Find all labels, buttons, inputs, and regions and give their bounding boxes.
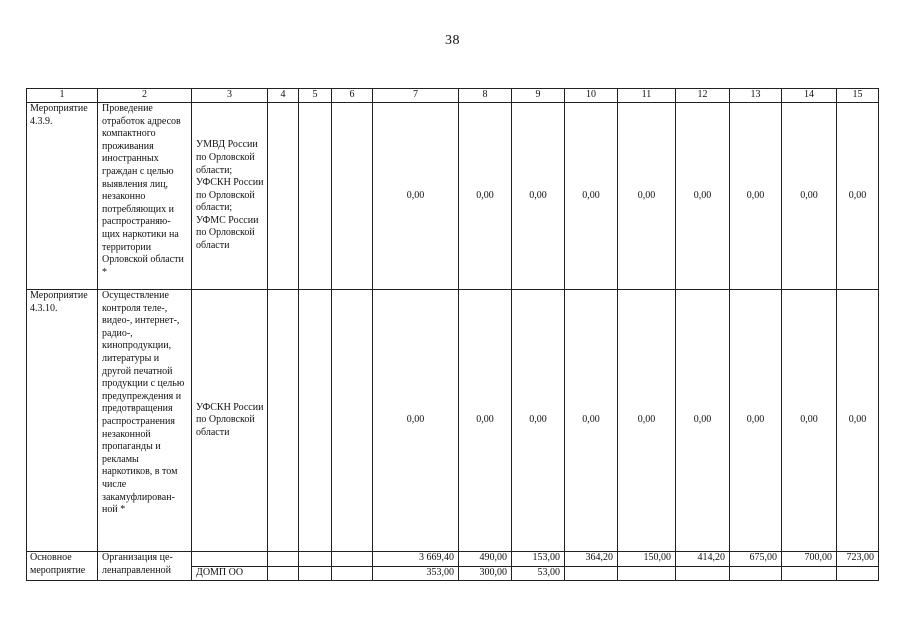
empty-cell xyxy=(268,552,299,567)
value-cell: 0,00 xyxy=(837,103,879,290)
value-cell xyxy=(618,567,676,581)
value-cell: 0,00 xyxy=(676,103,730,290)
empty-cell xyxy=(268,290,299,552)
page-number: 38 xyxy=(445,33,460,48)
empty-cell xyxy=(332,567,373,581)
column-header: 5 xyxy=(299,89,332,103)
value-cell: 0,00 xyxy=(565,103,618,290)
column-header: 10 xyxy=(565,89,618,103)
table-row xyxy=(27,103,879,290)
value-cell xyxy=(730,567,782,581)
value-cell: 53,00 xyxy=(512,567,565,581)
value-cell: 0,00 xyxy=(782,290,837,552)
empty-cell xyxy=(268,103,299,290)
value-cell: 300,00 xyxy=(459,567,512,581)
value-cell: 0,00 xyxy=(512,103,565,290)
value-cell: 0,00 xyxy=(837,290,879,552)
column-header: 13 xyxy=(730,89,782,103)
column-header: 8 xyxy=(459,89,512,103)
empty-cell xyxy=(299,290,332,552)
column-header: 3 xyxy=(192,89,268,103)
table-row xyxy=(27,290,879,552)
value-cell: 414,20 xyxy=(676,552,730,567)
value-cell: 0,00 xyxy=(676,290,730,552)
value-cell: 150,00 xyxy=(618,552,676,567)
column-header: 7 xyxy=(373,89,459,103)
value-cell: 3 669,40 xyxy=(373,552,459,567)
column-header: 11 xyxy=(618,89,676,103)
event-executor: ДОМП ОО xyxy=(192,567,268,581)
value-cell: 0,00 xyxy=(782,103,837,290)
empty-cell xyxy=(332,552,373,567)
value-cell: 0,00 xyxy=(618,290,676,552)
event-executor: УМВД России по Орловской области; УФСКН России по Орловской области; УФМС России по Орловской области xyxy=(192,103,268,290)
empty-cell xyxy=(332,290,373,552)
column-header: 1 xyxy=(27,89,98,103)
column-header: 9 xyxy=(512,89,565,103)
empty-cell xyxy=(268,567,299,581)
event-executor: УФСКН России по Орловской области xyxy=(192,290,268,552)
empty-cell xyxy=(299,103,332,290)
value-cell: 153,00 xyxy=(512,552,565,567)
empty-cell xyxy=(299,567,332,581)
empty-cell xyxy=(299,552,332,567)
value-cell xyxy=(782,567,837,581)
value-cell: 353,00 xyxy=(373,567,459,581)
header-row xyxy=(27,89,879,103)
value-cell: 0,00 xyxy=(618,103,676,290)
column-header: 4 xyxy=(268,89,299,103)
value-cell: 0,00 xyxy=(373,103,459,290)
value-cell: 0,00 xyxy=(373,290,459,552)
program-table xyxy=(26,88,879,581)
value-cell: 0,00 xyxy=(730,103,782,290)
value-cell: 675,00 xyxy=(730,552,782,567)
value-cell: 0,00 xyxy=(730,290,782,552)
column-header: 14 xyxy=(782,89,837,103)
value-cell: 364,20 xyxy=(565,552,618,567)
column-header: 15 xyxy=(837,89,879,103)
value-cell xyxy=(676,567,730,581)
value-cell: 0,00 xyxy=(512,290,565,552)
event-code: Мероприятие 4.3.9. xyxy=(27,103,98,290)
value-cell: 700,00 xyxy=(782,552,837,567)
column-header: 2 xyxy=(98,89,192,103)
value-cell xyxy=(565,567,618,581)
event-code: Основное мероприятие xyxy=(27,552,98,581)
value-cell: 0,00 xyxy=(459,290,512,552)
value-cell: 0,00 xyxy=(565,290,618,552)
value-cell: 0,00 xyxy=(459,103,512,290)
event-description: Организация це-ленаправленной xyxy=(98,552,192,581)
table-row xyxy=(27,552,879,567)
column-header: 6 xyxy=(332,89,373,103)
value-cell: 723,00 xyxy=(837,552,879,567)
empty-cell xyxy=(332,103,373,290)
value-cell xyxy=(837,567,879,581)
column-header: 12 xyxy=(676,89,730,103)
value-cell: 490,00 xyxy=(459,552,512,567)
event-description: Проведение отработок адресов компактного проживания иностранных граждан с целью выявления лиц, незаконно потребляющих и распространяю-щих наркотики на территории Орловской области * xyxy=(98,103,192,290)
event-description: Осуществление контроля теле-, видео-, интернет-, радио-, кинопродукции, литературы и другой печатной продукции с целью предупреждения и предотвращения распространения незаконной пропаганды и рекламы наркотиков, в том числе закамуфлирован-ной * xyxy=(98,290,192,552)
event-code: Мероприятие 4.3.10. xyxy=(27,290,98,552)
empty-cell xyxy=(192,552,268,567)
